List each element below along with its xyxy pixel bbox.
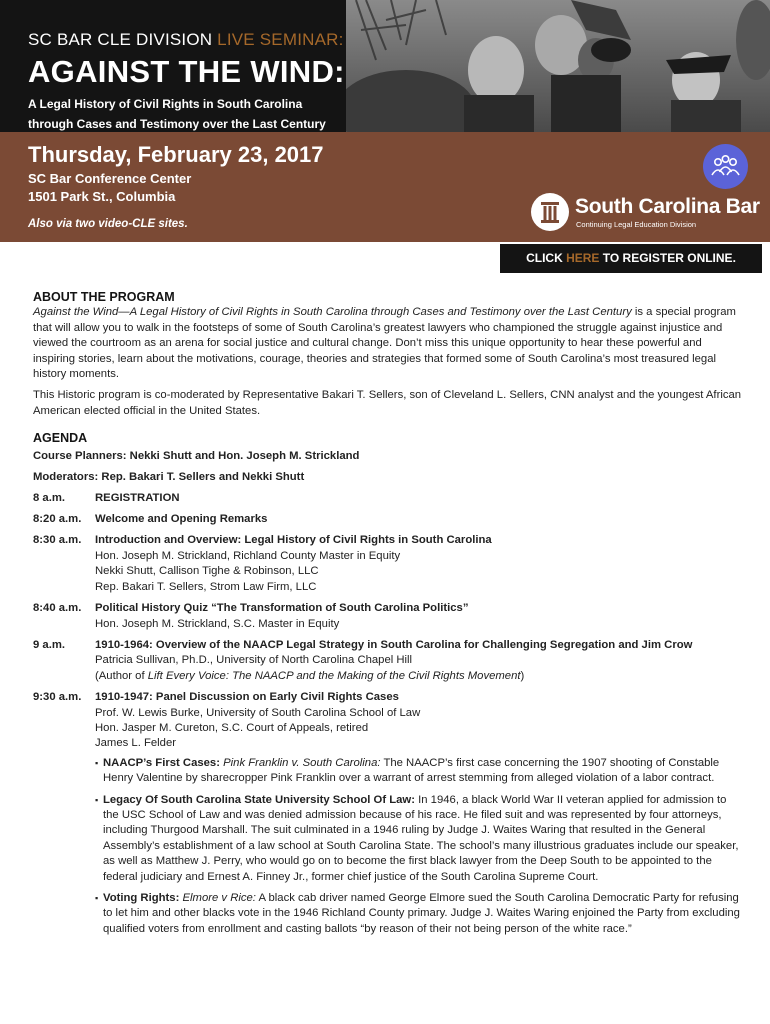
speaker-line: Patricia Sullivan, Ph.D., University of North Carolina Chapel Hill bbox=[95, 654, 413, 667]
seminar-subtitle bbox=[28, 94, 346, 132]
slot-title: 1910-1947: Panel Discussion on Early Civil Rights Cases bbox=[95, 691, 399, 704]
kicker-text: SC BAR CLE DIVISION bbox=[28, 30, 218, 49]
slot-time: 9 a.m. bbox=[33, 638, 66, 651]
seminar-headline: AGAINST THE WIND: bbox=[28, 54, 345, 89]
about-heading: ABOUT THE PROGRAM bbox=[33, 290, 175, 304]
case-lead: Voting Rights: bbox=[103, 892, 180, 904]
slot-title: Introduction and Overview: Legal History of Civil Rights in South Carolina bbox=[95, 534, 492, 547]
speaker-line: Hon. Joseph M. Strickland, S.C. Master in Equity bbox=[95, 617, 340, 630]
register-post: TO REGISTER ONLINE. bbox=[599, 251, 736, 265]
program-content bbox=[33, 290, 745, 943]
case-name: Pink Franklin v. South Carolina: bbox=[223, 756, 381, 769]
slot-title: Political History Quiz “The Transformation of South Carolina Politics” bbox=[95, 602, 469, 615]
event-location bbox=[28, 170, 191, 206]
agenda-slot bbox=[33, 512, 745, 527]
civil-rights-march-photo bbox=[346, 0, 770, 132]
speaker-line: Rep. Bakari T. Sellers, Strom Law Firm, LLC bbox=[95, 580, 317, 593]
book-post: ) bbox=[520, 669, 525, 682]
subtitle-line-2: through Cases and Testimony over the Last Century bbox=[28, 117, 326, 131]
speaker-line: Hon. Joseph M. Strickland, Richland County Master in Equity bbox=[95, 549, 401, 562]
program-title-italic: Against the Wind—A Legal History of Civil Rights in South Carolina through Cases and Testimony over the Last Century bbox=[33, 306, 632, 319]
moderators: Moderators: Rep. Bakari T. Sellers and Nekki Shutt bbox=[33, 470, 305, 483]
about-paragraph-1 bbox=[33, 305, 745, 382]
case-text: In 1946, a black World War II veteran applied for admission to the USC School of Law and was denied admission because of his race. He filed suit and was represented by four attorneys, including Thurgood Marshall. The suit culminated in a 1946 ruling by Judge J. Waites Waring that resulted in the General Assembly’s establishment of a law school at South Carolina State. The school’s many illustrious graduates include our speaker, as well as Matthew J. Perry, who would go on to become the first black lawyer from the Deep South to be appointed to the federal judiciary and Ernest A. Finney Jr., former chief justice of the South Carolina Supreme Court. bbox=[103, 793, 739, 883]
course-planners: Course Planners: Nekki Shutt and Hon. Joseph M. Strickland bbox=[33, 449, 360, 462]
sc-bar-logo bbox=[531, 193, 761, 235]
logo-name: South Carolina Bar bbox=[575, 195, 760, 218]
case-lead: NAACP’s First Cases: bbox=[103, 756, 220, 769]
event-date: Thursday, February 23, 2017 bbox=[28, 142, 324, 167]
agenda-slot bbox=[33, 638, 745, 684]
kicker-live-text: LIVE SEMINAR: bbox=[217, 30, 344, 49]
case-item bbox=[95, 793, 745, 885]
seminar-kicker bbox=[28, 30, 346, 50]
subtitle-line-1: A Legal History of Civil Rights in South Carolina bbox=[28, 97, 303, 111]
book-reference bbox=[95, 669, 745, 684]
register-here-link[interactable]: HERE bbox=[566, 251, 600, 265]
case-lead: Legacy Of South Carolina State University School Of Law: bbox=[103, 793, 415, 806]
register-online-button[interactable] bbox=[500, 244, 762, 273]
speaker-line: Nekki Shutt, Callison Tighe & Robinson, LLC bbox=[95, 565, 319, 578]
case-text: The NAACP’s first case concerning the 1907 shooting of Constable Henry Valentine by sharecropper Pink Franklin over a warrant of arrest stemming from alleged violation of a labor contract. bbox=[103, 756, 720, 785]
case-item bbox=[95, 891, 745, 937]
logo-division: Continuing Legal Education Division bbox=[576, 220, 697, 229]
about-paragraph-2: This Historic program is co-moderated by Representative Bakari T. Sellers, son of Cleveland L. Sellers, CNN analyst and the youngest African American elected official in the United States. bbox=[33, 389, 742, 417]
header-title-block bbox=[0, 0, 346, 132]
column-seal-icon bbox=[531, 193, 569, 231]
case-name: Elmore v Rice: bbox=[182, 892, 256, 904]
agenda-slot bbox=[33, 491, 745, 506]
slot-title: REGISTRATION bbox=[95, 491, 180, 504]
slot-time: 9:30 a.m. bbox=[33, 691, 82, 704]
agenda-slot bbox=[33, 601, 745, 632]
case-text: A black cab driver named George Elmore sued the South Carolina Democratic Party for refusing to let him and other blacks vote in the 1946 Richland County primary. Judge J. Waites Waring enjoined the Party from excluding qualified voters from enrollment and casting ballots “by reason of their not being person of the white race.” bbox=[103, 892, 740, 935]
about-paragraph-1-text: is a special program that will allow you to walk in the footsteps of some of South Carolina’s greatest lawyers who championed the struggle against injustice and viewed the courtroom as an arena for social justice and cultural change. Don’t miss this unique opportunity to hear these powerful and inspiring stories, learn about the motivations, courage, theories and strategies that formed some of South Carolina’s most treasured legal history moments. bbox=[33, 306, 736, 381]
slot-title: 1910-1964: Overview of the NAACP Legal Strategy in South Carolina for Challenging Segregation and Jim Crow bbox=[95, 638, 693, 651]
case-item bbox=[95, 756, 745, 787]
slot-time: 8:30 a.m. bbox=[33, 534, 82, 547]
agenda-slot bbox=[33, 533, 745, 595]
venue-name: SC Bar Conference Center bbox=[28, 171, 192, 186]
people-group-icon bbox=[703, 144, 748, 189]
slot-title: Welcome and Opening Remarks bbox=[95, 513, 268, 526]
speaker-line: James L. Felder bbox=[95, 737, 176, 750]
register-pre: CLICK bbox=[526, 251, 567, 265]
speaker-line: Prof. W. Lewis Burke, University of South Carolina School of Law bbox=[95, 706, 421, 719]
agenda-heading: AGENDA bbox=[33, 431, 88, 446]
venue-address: 1501 Park St., Columbia bbox=[28, 189, 176, 204]
agenda-slot bbox=[33, 690, 745, 943]
slot-time: 8:40 a.m. bbox=[33, 602, 82, 615]
book-title: Lift Every Voice: The NAACP and the Making of the Civil Rights Movement bbox=[147, 669, 521, 682]
case-list bbox=[95, 756, 745, 937]
slot-time: 8:20 a.m. bbox=[33, 513, 82, 526]
header-banner bbox=[0, 0, 770, 132]
book-pre: (Author of bbox=[95, 669, 148, 682]
remote-sites-note: Also via two video-CLE sites. bbox=[28, 218, 188, 230]
speaker-line: Hon. Jasper M. Cureton, S.C. Court of Appeals, retired bbox=[95, 721, 369, 734]
slot-time: 8 a.m. bbox=[33, 491, 66, 504]
